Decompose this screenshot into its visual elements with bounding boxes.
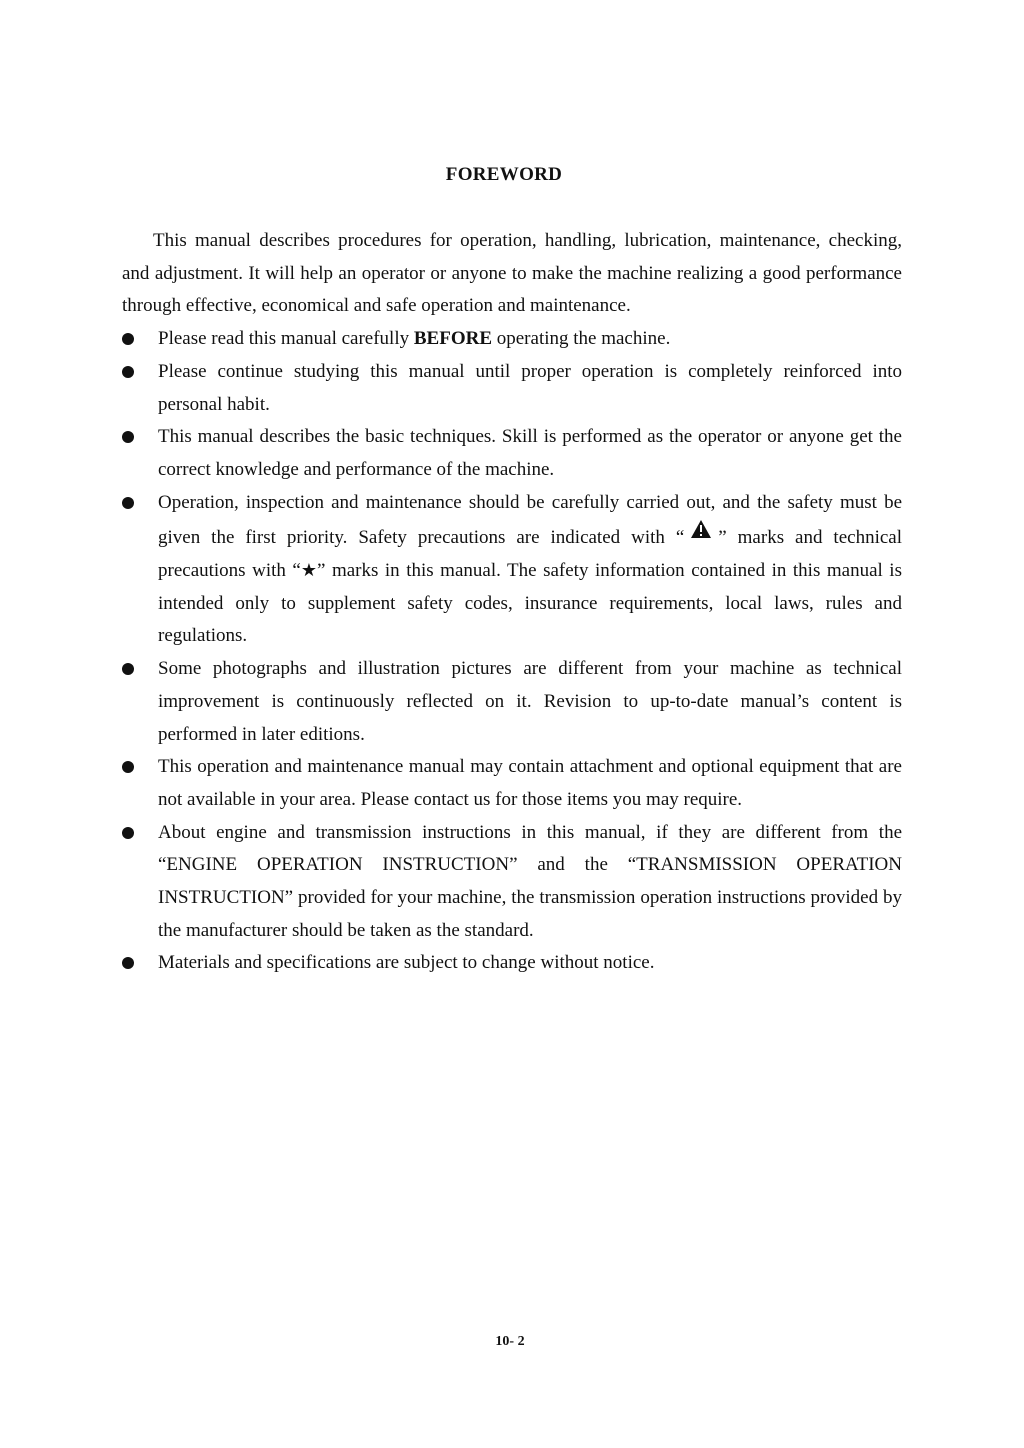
foreword-body <box>122 225 902 980</box>
list-item <box>122 817 902 948</box>
bullet-4-text-part1: Operation, inspection and maintenance should be carefully carried out, and the safety must be given the first priority. Safety precautions are indicated with “ <box>158 491 902 549</box>
star-icon: ★ <box>300 560 317 582</box>
bullet-dot-icon <box>122 333 134 345</box>
list-item <box>122 323 902 356</box>
bullet-1-text-after: operating the machine. <box>492 328 671 350</box>
bullet-dot-icon <box>122 827 134 839</box>
page-title: FOREWORD <box>445 164 563 185</box>
bullet-2-text: Please continue studying this manual until proper operation is completely reinforced into personal habit. <box>158 360 902 415</box>
bullet-8-text: Materials and specifications are subject to change without notice. <box>158 952 655 974</box>
bullet-5-text: Some photographs and illustration pictures are different from your machine as technical improvement is continuously reflected on it. Revision to up-to-date manual’s content is performed in later editions. <box>158 658 902 745</box>
bullet-dot-icon <box>122 497 134 509</box>
bullet-7-text: About engine and transmission instructions in this manual, if they are different from the “ENGINE OPERATION INSTRUCTION” and the “TRANSMISSION OPERATION INSTRUCTION” provided for your machine, the transmission operation instructions provided by the manufacturer should be taken as the standard. <box>158 821 902 941</box>
warning-triangle-icon <box>690 519 712 539</box>
intro-paragraph: This manual describes procedures for operation, handling, lubrication, maintenance, checking, and adjustment. It will help an operator or anyone to make the machine realizing a good performance through effective, economical and safe operation and maintenance. <box>122 230 902 317</box>
bullet-dot-icon <box>122 957 134 969</box>
list-item <box>122 751 902 816</box>
list-item <box>122 487 902 654</box>
bullet-dot-icon <box>122 761 134 773</box>
list-item <box>122 356 902 421</box>
list-item <box>122 421 902 486</box>
list-item <box>122 653 902 751</box>
bullet-4-text-part3: ” marks in this manual. The safety information contained in this manual is intended only to supplement safety codes, insurance requirements, local laws, rules and regulations. <box>158 560 902 647</box>
bullet-dot-icon <box>122 366 134 378</box>
bullet-dot-icon <box>122 431 134 443</box>
bullet-1-emphasis: BEFORE <box>413 328 492 350</box>
bullet-4-text-part2: ” marks and technical precautions with “ <box>158 527 902 582</box>
foreword-list <box>122 323 902 980</box>
page-number: 10- 2 <box>495 1334 525 1349</box>
bullet-3-text: This manual describes the basic techniques. Skill is performed as the operator or anyone get the correct knowledge and performance of the machine. <box>158 426 902 480</box>
bullet-dot-icon <box>122 663 134 675</box>
bullet-6-text: This operation and maintenance manual may contain attachment and optional equipment that are not available in your area. Please contact us for those items you may require. <box>158 756 902 810</box>
bullet-1-text-before: Please read this manual carefully <box>158 328 414 350</box>
list-item <box>122 947 902 980</box>
